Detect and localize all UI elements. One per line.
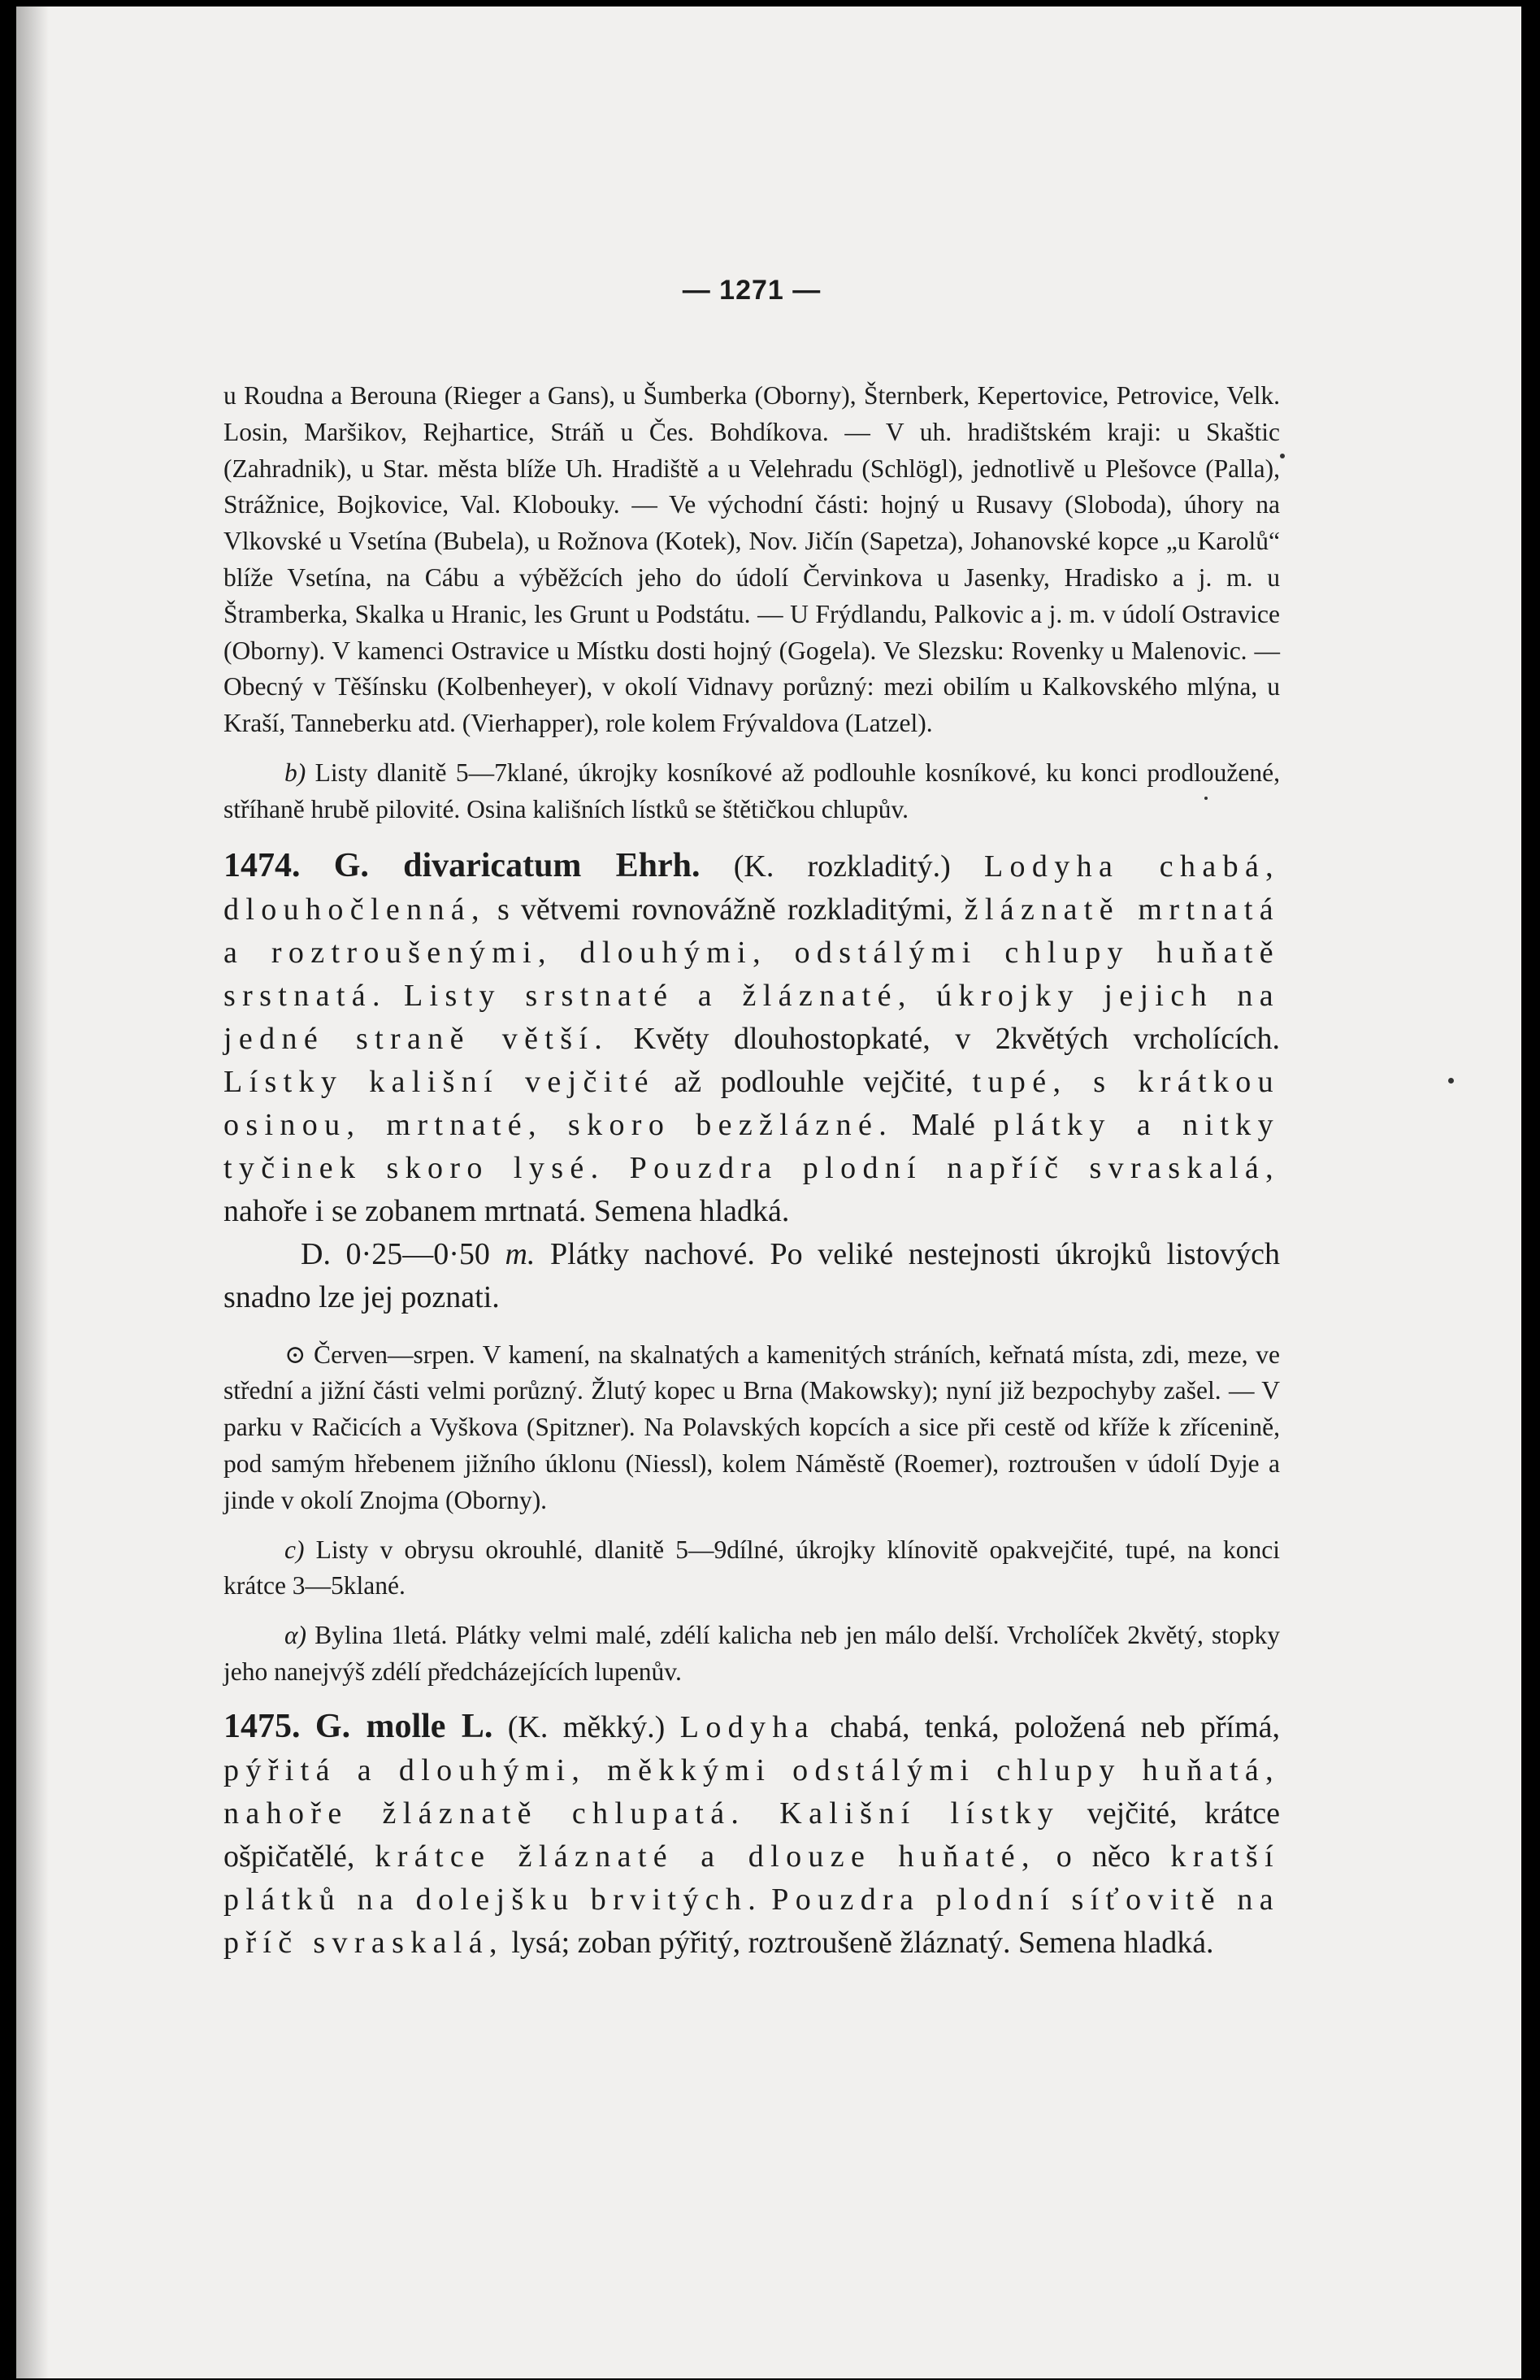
spaced-emphasis-text: Lodyha chabá, dlouhočlenná,: [223, 849, 1281, 927]
spaced-emphasis-text: krátce žláznaté a dlouze huňaté,: [375, 1839, 1036, 1874]
description-text: [762, 1883, 771, 1917]
spaced-emphasis-text: kratší plátků na dolejšku brvitých.: [223, 1839, 1280, 1917]
variety-alpha-marker: α): [284, 1621, 307, 1650]
entry-1475-common-name: (K. měkký.): [507, 1709, 666, 1744]
description-text: s větvemi rovnovážně rozkladitými,: [485, 892, 965, 927]
dimensions-text: Plátky nachové. Po veliké nestejnosti úkrojků listových snadno lze jej poznati.: [223, 1236, 1280, 1314]
variety-b-marker: b): [284, 758, 306, 787]
description-text: o něco: [1035, 1839, 1171, 1874]
entry-1474: [223, 845, 1280, 1233]
page-number: — 1271 —: [682, 275, 822, 306]
spaced-emphasis-text: Lístky kališní vejčité: [223, 1064, 655, 1099]
description-text: nahoře i se zobanem mrtnatá. Semena hladká.: [223, 1193, 790, 1228]
variety-c-text: Listy v obrysu okrouhlé, dlanitě 5—9dílné, úkrojky klínovitě opakvejčité, tupé, na konci krátce 3—5klané.: [223, 1535, 1280, 1600]
description-text: chabá, tenká, položená neb přímá,: [815, 1709, 1281, 1744]
description-text: [387, 979, 404, 1013]
variety-b-text: Listy dlanitě 5—7klané, úkrojky kosníkové až podlouhle kosníkové, ku konci prodloužené, stříhaně hrubě pilovité. Osina kališních lístků se štětičkou chlupův.: [223, 758, 1280, 823]
variety-alpha-paragraph: [223, 1618, 1280, 1691]
entry-1474-number: 1474.: [223, 846, 301, 884]
description-text: lysá; zoban pýřitý, roztroušeně žláznatý. Semena hladká.: [503, 1925, 1214, 1960]
variety-b-paragraph: [223, 755, 1280, 828]
entry-1475-name: G. molle L.: [315, 1707, 493, 1745]
book-page: [16, 7, 1521, 2378]
dimensions-label: D. 0·25—0·50: [301, 1236, 505, 1271]
spaced-emphasis-text: pýřitá a dlouhými, měkkými odstálými chlupy huňatá, nahoře žláznatě chlupatá. Kališní lístky: [223, 1752, 1280, 1831]
spaced-emphasis-text: Listy srstnaté a žláznaté, úkrojky jejich na jedné straně větší.: [223, 978, 1280, 1056]
description-text: Květy dlouhostopkaté, v 2květých vrcholících.: [609, 1021, 1280, 1056]
entry-1474-common-name: (K. rozkladitý.): [733, 849, 951, 884]
description-text: Malé: [893, 1107, 994, 1142]
spaced-emphasis-text: Lodyha: [679, 1709, 815, 1744]
variety-alpha-text: Bylina 1letá. Plátky velmi malé, zdélí kalicha neb jen málo delší. Vrcholíček 2květý, stopky jeho nanejvýš zdélí předcházejících lupenův.: [223, 1621, 1280, 1686]
variety-c-marker: c): [284, 1535, 305, 1564]
page-binding-shadow: [16, 7, 49, 2378]
spaced-emphasis-text: žláznatě mrtnatá a roztroušenými, dlouhými, odstálými chlupy huňatě srstnatá.: [223, 892, 1281, 1013]
description-text: až podlouhle vejčité,: [654, 1064, 973, 1099]
continuation-paragraph: u Roudna a Berouna (Rieger a Gans), u Šumberka (Oborny), Šternberk, Kepertovice, Petrovice, Velk. Losin, Maršikov, Rejhartice, Stráň u Čes. Bohdíkova. — V uh. hradištském kraji: u Skaštic (Zahradnik), u Star. města blíže Uh. Hradiště a u Velehradu (Schlögl), jednotlivě u Plešovce (Palla), Strážnice, Bojkovice, Val. Klobouky. — Ve východní části: hojný u Rusavy (Sloboda), úhory na Vlkovské u Vsetína (Bubela), u Rožnova (Kotek), Nov. Jičín (Sapetza), Johanovské kopce „u Karolů“ blíže Vsetína, na Cábu a výběžcích jeho do údolí Červinkova u Jasenky, Hradisko a j. m. u Štramberka, Skalka u Hranic, les Grunt u Podstátu. — U Frýdlandu, Palkovic a j. m. v údolí Ostravice (Oborny). V kamenci Ostravice u Místku dosti hojný (Gogela). Ve Slezsku: Rovenky u Malenovic. — Obecný v Těšínsku (Kolbenheyer), v okolí Vidnavy porůzný: mezi obilím u Kalkovského mlýna, u Kraší, Tanneberku atd. (Vierhapper), role kolem Frývaldova (Latzel).: [223, 381, 1280, 738]
variety-c-paragraph: [223, 1532, 1280, 1605]
entry-1474-habitat: ⊙ Červen—srpen. V kamení, na skalnatých a kamenitých stráních, keřnatá místa, zdi, meze, ve střední a jižní části velmi porůzný. Žlutý kopec u Brna (Makowsky); nyní již bezpochyby zašel. — V parku v Račicích a Vyškova (Spitzner). Na Polavských kopcích a sice při cestě od kříže k zřícenině, pod samým hřebenem jižního úklonu (Niessl), kolem Náměstě (Roemer), roztroušen v údolí Dyje a jinde v okolí Znojma (Oborny).: [223, 1340, 1280, 1514]
ink-speck: [1280, 454, 1285, 458]
entry-1475: [223, 1705, 1280, 1965]
spaced-emphasis-text: tupé, s krátkou osinou, mrtnaté, skoro bezžlázné.: [223, 1064, 1280, 1142]
spaced-emphasis-text: plátky a nitky tyčinek skoro lysé. Pouzdra plodní napříč svraskalá,: [223, 1107, 1280, 1185]
entry-1474-name: G. divaricatum Ehrh.: [333, 846, 701, 884]
entry-1474-dimensions: [223, 1233, 1280, 1319]
entry-1475-number: 1475.: [223, 1707, 301, 1745]
dimensions-unit: m.: [505, 1236, 536, 1271]
spaced-emphasis-text: Pouzdra plodní síťovitě na příč svraskalá,: [223, 1882, 1280, 1960]
description-text: vejčité, krátce ošpičatělé,: [223, 1796, 1280, 1874]
page-content: [223, 275, 1280, 1965]
entry-1474-description: [223, 846, 1281, 1228]
entry-1475-description: [223, 1707, 1281, 1960]
ink-speck: [1448, 1078, 1454, 1084]
